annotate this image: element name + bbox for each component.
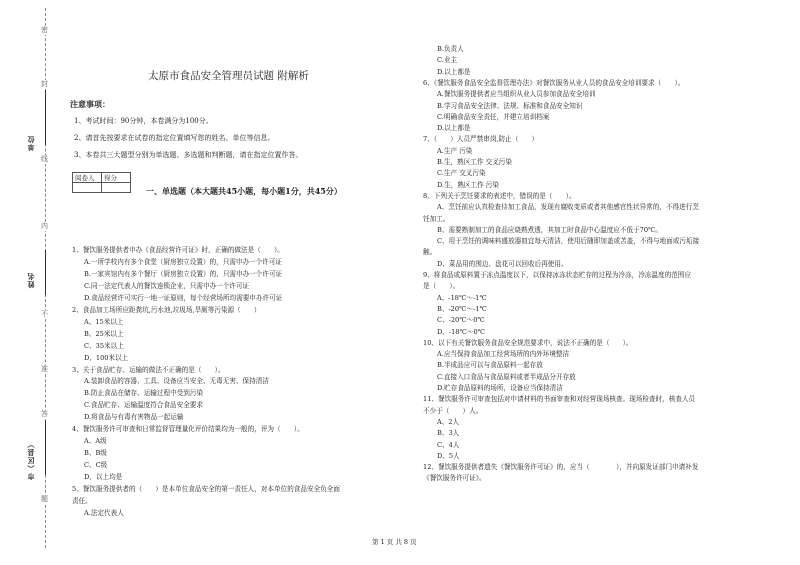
question-line: B、B级 bbox=[84, 449, 107, 458]
question-line: B.防止食品在储存、运输过程中受到污染 bbox=[84, 389, 204, 398]
question-line: 饪加工。 bbox=[423, 214, 450, 223]
question-line: A.法定代表人 bbox=[84, 508, 124, 517]
cut-char: 内 bbox=[41, 222, 48, 230]
question-line: A.一所学校内有多个食堂（厨房独立设置）的，只需申办一个许可证 bbox=[84, 257, 283, 266]
question-line: B.一家宾馆内有多个餐厅（厨房独立设置）的，只需申办一个许可证 bbox=[84, 269, 283, 278]
binding-margin bbox=[0, 0, 62, 565]
unit-label: 单位 bbox=[26, 135, 35, 151]
question-line: C.直接入口食品与食品原料或者半成品分开存放 bbox=[437, 372, 576, 381]
question-line: 3、关于食品贮存、运输的做法不正确的是（ ）。 bbox=[72, 365, 225, 374]
question-line: 5、餐饮服务提供者的（ ）是本单位食品安全的第一责任人，对本单位的食品安全负全面 bbox=[72, 485, 340, 493]
question-line: B.半成品应可以与食品原料一起存放 bbox=[437, 361, 543, 370]
cut-char: 答 bbox=[41, 410, 48, 418]
cut-char: 密 bbox=[41, 26, 48, 34]
question-line: A、15米以上 bbox=[84, 317, 124, 326]
county-field-line bbox=[45, 420, 46, 475]
question-line: 9、将食品或原料置于冻点温度以下，以保持冰冻状态贮存的过程为冷冻，冷冻温度的范围应 bbox=[423, 271, 691, 279]
notice-item: 2、请首先按要求在试卷的指定位置填写您的姓名、单位等信息。 bbox=[74, 134, 275, 142]
question-line: A.装卸食品的容器、工具、设备应当安全、无毒无害、保持清洁 bbox=[84, 377, 269, 386]
question-line: B.生，熟区工作 交叉污染 bbox=[437, 158, 512, 166]
question-line: 7、（ ）人员严禁串岗,防止（ ） bbox=[423, 135, 539, 144]
question-line: 《餐饮服务许可证》。 bbox=[423, 474, 486, 483]
question-line: B.负责人 bbox=[437, 45, 464, 53]
question-line: A.生产 污染 bbox=[437, 146, 473, 155]
question-line: D.食品经营许可实行一地一证原则，每个经营场所均需要申办许可证 bbox=[84, 293, 283, 302]
cut-char: 准 bbox=[41, 365, 48, 373]
question-line: A.餐饮服务提供者应当组织从业人员参加食品安全培训 bbox=[437, 90, 596, 99]
question-line: D.生，熟区工作 污染 bbox=[437, 180, 499, 189]
question-line: 8、下列关于烹饪要求的表述中，错误的是（ ）。 bbox=[423, 191, 576, 200]
question-line: C.生产 交叉污染 bbox=[437, 169, 486, 178]
reviewer-header: 阅卷人 bbox=[73, 173, 102, 183]
notice-item: 1、考试时间：90分钟，本卷满分为100分。 bbox=[74, 117, 213, 125]
question-line: B.学习食品安全法律、法规、标准和食品安全知识 bbox=[437, 101, 583, 110]
score-header: 得分 bbox=[102, 173, 131, 183]
page-footer: 第 1 页 共 8 页 bbox=[372, 538, 417, 546]
question-line: D.将食品与有毒有害物品一起运输 bbox=[84, 413, 184, 422]
question-line: A、A级 bbox=[84, 437, 107, 446]
question-line: B、3人 bbox=[437, 429, 460, 438]
question-line: D、菜品用的围边、盘花可以回收后再使用。 bbox=[437, 259, 568, 268]
question-line: C.同一法定代表人的餐饮连锁企业，只需申办一个许可证 bbox=[84, 281, 250, 290]
score-cell[interactable] bbox=[102, 183, 131, 193]
question-line: 是（ ）。 bbox=[423, 282, 460, 291]
question-line: D、5人 bbox=[437, 451, 460, 460]
question-line: C、4人 bbox=[437, 440, 460, 449]
question-line: D.以上都是 bbox=[437, 67, 471, 76]
name-field-line bbox=[45, 250, 46, 295]
county-label: 市（区县） bbox=[26, 440, 35, 480]
question-line: 2、食品加工场所应距粪坑,污水池,垃圾场,旱厕等污染源（ ） bbox=[72, 305, 261, 314]
question-line: B、需要熟制加工的食品应烧熟煮透，其加工时食品中心温度应不低于70℃。 bbox=[437, 225, 663, 234]
question-line: C、-20℃～0℃ bbox=[437, 316, 485, 325]
cut-char: 线 bbox=[41, 155, 48, 163]
page-title: 太原市食品安全管理员试题 附解析 bbox=[148, 70, 309, 82]
question-line: D.贮存食品原料的场所，设备应当保持清洁 bbox=[437, 384, 563, 392]
notice-item: 3、本卷共三大题型分别为单选题、多选题和判断题，请在指定位置作答。 bbox=[74, 151, 303, 159]
reviewer-cell[interactable] bbox=[73, 183, 102, 193]
question-line: D.以上都是 bbox=[437, 124, 471, 133]
unit-field-line bbox=[45, 90, 46, 145]
question-line: 不少于（ ）人。 bbox=[423, 406, 483, 415]
question-line: 12、餐饮服务提供者遗失《餐饮服务许可证》的，应当（ ），并向原发证部门申请补发 bbox=[423, 463, 699, 472]
question-line: D、以上均是 bbox=[84, 473, 123, 482]
question-line: 触。 bbox=[423, 248, 437, 257]
section-heading: 一、单选题（本大题共45小题，每小题1分，共45分） bbox=[146, 186, 342, 196]
question-line: B、25米以上 bbox=[84, 329, 124, 338]
question-line: 4、餐饮服务许可审查和日常监督管理量化评价结果均为一般的，评为（ ）。 bbox=[72, 425, 304, 434]
question-line: C、C级 bbox=[84, 461, 108, 470]
question-line: 1、餐饮服务提供者申办《食品经营许可证》时，正确的做法是（ ）。 bbox=[72, 246, 284, 254]
cut-char: 封 bbox=[41, 80, 48, 88]
question-line: A、-18℃～-1℃ bbox=[437, 293, 487, 302]
question-line: B、-20℃～-1℃ bbox=[437, 304, 487, 313]
cut-char: 题 bbox=[41, 495, 48, 503]
question-line: D、100米以上 bbox=[84, 353, 129, 362]
score-table bbox=[72, 172, 131, 193]
cut-char: 不 bbox=[41, 310, 48, 318]
question-line: A、2人 bbox=[437, 417, 460, 426]
question-line: A、烹饪前应认真检查待加工食品，发现有腐败变质或者其他感官性状异常的，不得进行烹 bbox=[437, 203, 699, 212]
question-line: 10、以下有关餐饮服务食品安全规范要求中，说法不正确的是（ ）。 bbox=[423, 338, 633, 347]
question-line: C、35米以上 bbox=[84, 341, 124, 350]
question-line: 责任。 bbox=[72, 496, 92, 505]
question-line: C.食品贮存、运输温度符合食品安全要求 bbox=[84, 401, 203, 410]
name-label: 姓名 bbox=[26, 272, 35, 288]
question-line: D、-18℃～0℃ bbox=[437, 327, 486, 336]
question-line: C、用于烹饪的调味料盛放器皿宜每天清洁，使用后随即加盖或苫盖，不得与地面或污垢接 bbox=[437, 237, 700, 246]
question-line: A.应当保持食品加工经营场所的内外环境整洁 bbox=[437, 350, 570, 359]
question-line: 11、餐饮服务许可审查包括对申请材料的书面审查和对经营现场核查。现场检查时，核查人员 bbox=[423, 395, 696, 404]
question-line: C.明确食品安全责任，并建立培训档案 bbox=[437, 112, 550, 121]
question-line: C.业主 bbox=[437, 56, 458, 65]
notice-heading: 注意事项： bbox=[70, 99, 110, 109]
question-line: 6、《餐饮服务食品安全监督管理办法》对餐饮服务从业人员的食品安全培训要求（ ）。 bbox=[423, 78, 685, 87]
